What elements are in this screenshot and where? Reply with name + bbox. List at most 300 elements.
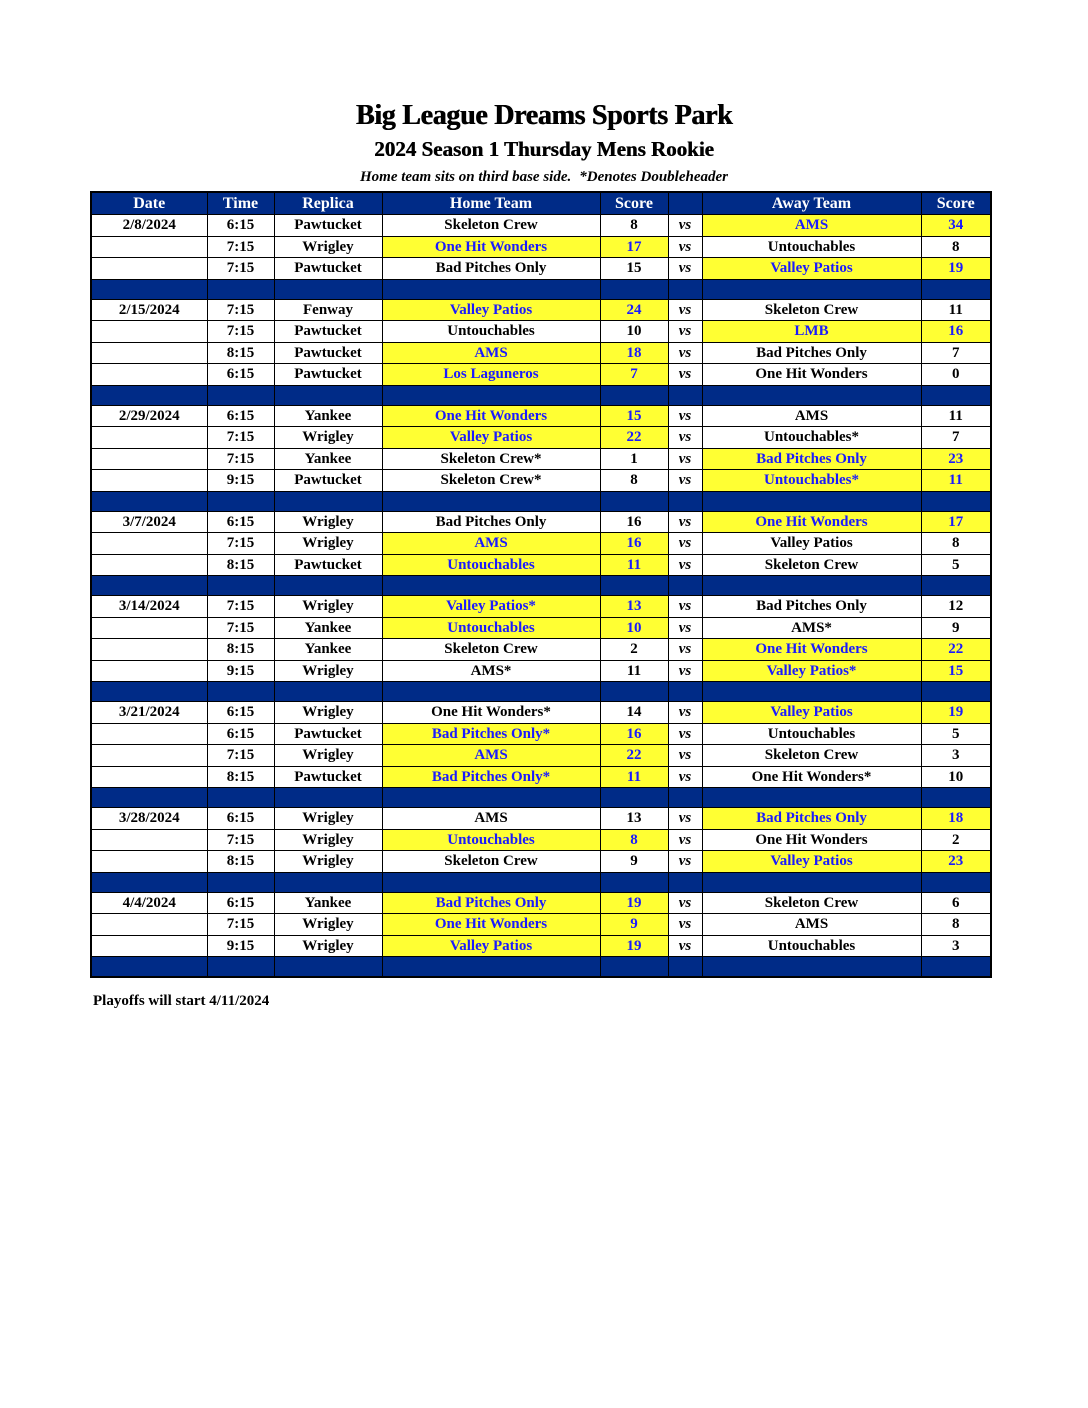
date-cell	[91, 427, 207, 449]
date-cell	[91, 533, 207, 555]
separator-cell	[382, 788, 600, 808]
away-score-cell: 18	[921, 808, 991, 830]
page-subtitle: 2024 Season 1 Thursday Mens Rookie	[374, 137, 714, 161]
separator-cell	[921, 576, 991, 596]
away-score-cell: 8	[921, 914, 991, 936]
separator-cell	[600, 788, 668, 808]
date-cell	[91, 766, 207, 788]
home-team-cell: Valley Patios	[382, 427, 600, 449]
vs-cell: vs	[668, 892, 702, 914]
home-team-cell: Bad Pitches Only	[382, 892, 600, 914]
vs-cell: vs	[668, 470, 702, 492]
home-score-cell: 22	[600, 427, 668, 449]
home-score-cell: 16	[600, 723, 668, 745]
home-team-cell: One Hit Wonders	[382, 405, 600, 427]
col-header-away-team: Away Team	[702, 192, 921, 215]
away-score-cell: 8	[921, 533, 991, 555]
time-cell: 7:15	[207, 914, 274, 936]
separator-cell	[91, 957, 207, 978]
replica-cell: Pawtucket	[274, 766, 382, 788]
home-side-note: Home team sits on third base side.	[359, 169, 572, 185]
away-score-cell: 7	[921, 427, 991, 449]
game-row	[91, 914, 991, 936]
game-row	[91, 660, 991, 682]
replica-cell: Pawtucket	[274, 723, 382, 745]
date-cell	[91, 617, 207, 639]
vs-cell: vs	[668, 851, 702, 873]
away-team-cell: Untouchables*	[702, 470, 921, 492]
home-score-cell: 8	[600, 829, 668, 851]
separator-cell	[91, 576, 207, 596]
home-team-cell: One Hit Wonders	[382, 236, 600, 258]
week-separator-row	[91, 385, 991, 405]
separator-cell	[702, 682, 921, 702]
playoffs-note: Playoffs will start 4/11/2024	[93, 993, 270, 1009]
home-score-cell: 10	[600, 321, 668, 343]
game-row	[91, 639, 991, 661]
home-team-cell: Untouchables	[382, 554, 600, 576]
replica-cell: Pawtucket	[274, 554, 382, 576]
game-row	[91, 829, 991, 851]
date-cell: 2/29/2024	[91, 405, 207, 427]
time-cell: 7:15	[207, 448, 274, 470]
home-team-cell: Bad Pitches Only	[382, 258, 600, 280]
separator-cell	[668, 279, 702, 299]
separator-cell	[382, 957, 600, 978]
week-separator-row	[91, 872, 991, 892]
away-team-cell: Valley Patios	[702, 851, 921, 873]
home-team-cell: Bad Pitches Only	[382, 511, 600, 533]
away-score-cell: 23	[921, 448, 991, 470]
date-cell	[91, 851, 207, 873]
separator-cell	[382, 279, 600, 299]
game-row	[91, 596, 991, 618]
game-row	[91, 511, 991, 533]
home-score-cell: 8	[600, 470, 668, 492]
away-team-cell: Bad Pitches Only	[702, 448, 921, 470]
col-header-vs	[668, 192, 702, 215]
away-team-cell: One Hit Wonders	[702, 829, 921, 851]
vs-cell: vs	[668, 427, 702, 449]
separator-cell	[600, 385, 668, 405]
separator-cell	[207, 957, 274, 978]
time-cell: 6:15	[207, 723, 274, 745]
away-team-cell: Skeleton Crew	[702, 745, 921, 767]
date-cell: 3/21/2024	[91, 702, 207, 724]
replica-cell: Wrigley	[274, 851, 382, 873]
time-cell: 7:15	[207, 596, 274, 618]
vs-cell: vs	[668, 448, 702, 470]
game-row	[91, 342, 991, 364]
separator-cell	[382, 872, 600, 892]
separator-cell	[921, 788, 991, 808]
home-team-cell: Untouchables	[382, 321, 600, 343]
home-score-cell: 9	[600, 914, 668, 936]
vs-cell: vs	[668, 808, 702, 830]
home-score-cell: 15	[600, 405, 668, 427]
separator-cell	[600, 957, 668, 978]
separator-cell	[207, 682, 274, 702]
week-separator-row	[91, 788, 991, 808]
away-score-cell: 11	[921, 405, 991, 427]
home-score-cell: 7	[600, 364, 668, 386]
away-team-cell: LMB	[702, 321, 921, 343]
separator-cell	[274, 491, 382, 511]
away-score-cell: 3	[921, 745, 991, 767]
home-team-cell: Valley Patios	[382, 935, 600, 957]
home-score-cell: 13	[600, 596, 668, 618]
date-cell	[91, 723, 207, 745]
date-cell	[91, 342, 207, 364]
week-separator-row	[91, 576, 991, 596]
game-row	[91, 808, 991, 830]
away-team-cell: AMS	[702, 215, 921, 237]
vs-cell: vs	[668, 723, 702, 745]
separator-cell	[207, 872, 274, 892]
date-cell	[91, 829, 207, 851]
away-team-cell: AMS*	[702, 617, 921, 639]
vs-cell: vs	[668, 554, 702, 576]
time-cell: 6:15	[207, 702, 274, 724]
separator-cell	[274, 279, 382, 299]
vs-cell: vs	[668, 342, 702, 364]
home-score-cell: 19	[600, 892, 668, 914]
time-cell: 7:15	[207, 321, 274, 343]
away-score-cell: 11	[921, 470, 991, 492]
home-team-cell: Valley Patios	[382, 299, 600, 321]
away-team-cell: Untouchables	[702, 935, 921, 957]
away-team-cell: Valley Patios*	[702, 660, 921, 682]
home-score-cell: 9	[600, 851, 668, 873]
time-cell: 8:15	[207, 342, 274, 364]
game-row	[91, 405, 991, 427]
separator-cell	[91, 385, 207, 405]
away-score-cell: 7	[921, 342, 991, 364]
vs-cell: vs	[668, 596, 702, 618]
away-team-cell: Skeleton Crew	[702, 892, 921, 914]
replica-cell: Wrigley	[274, 702, 382, 724]
time-cell: 6:15	[207, 808, 274, 830]
time-cell: 9:15	[207, 935, 274, 957]
date-cell	[91, 470, 207, 492]
away-team-cell: AMS	[702, 914, 921, 936]
game-row	[91, 892, 991, 914]
time-cell: 7:15	[207, 427, 274, 449]
replica-cell: Pawtucket	[274, 321, 382, 343]
separator-cell	[382, 491, 600, 511]
replica-cell: Yankee	[274, 448, 382, 470]
date-cell: 3/28/2024	[91, 808, 207, 830]
col-header-date: Date	[91, 192, 207, 215]
game-row	[91, 470, 991, 492]
away-team-cell: Skeleton Crew	[702, 299, 921, 321]
away-score-cell: 22	[921, 639, 991, 661]
col-header-home-score: Score	[600, 192, 668, 215]
away-team-cell: Valley Patios	[702, 258, 921, 280]
separator-cell	[702, 491, 921, 511]
separator-cell	[91, 491, 207, 511]
home-score-cell: 10	[600, 617, 668, 639]
home-score-cell: 17	[600, 236, 668, 258]
separator-cell	[702, 872, 921, 892]
time-cell: 9:15	[207, 660, 274, 682]
separator-cell	[600, 576, 668, 596]
time-cell: 7:15	[207, 829, 274, 851]
replica-cell: Yankee	[274, 892, 382, 914]
schedule-table	[90, 191, 992, 978]
separator-cell	[921, 957, 991, 978]
game-row	[91, 851, 991, 873]
date-cell	[91, 321, 207, 343]
separator-cell	[702, 957, 921, 978]
col-header-replica: Replica	[274, 192, 382, 215]
game-row	[91, 215, 991, 237]
game-row	[91, 745, 991, 767]
separator-cell	[382, 576, 600, 596]
replica-cell: Pawtucket	[274, 364, 382, 386]
home-score-cell: 19	[600, 935, 668, 957]
separator-cell	[91, 279, 207, 299]
separator-cell	[91, 872, 207, 892]
time-cell: 8:15	[207, 554, 274, 576]
away-score-cell: 16	[921, 321, 991, 343]
date-cell	[91, 639, 207, 661]
date-cell	[91, 914, 207, 936]
replica-cell: Pawtucket	[274, 470, 382, 492]
vs-cell: vs	[668, 258, 702, 280]
replica-cell: Yankee	[274, 639, 382, 661]
col-header-time: Time	[207, 192, 274, 215]
vs-cell: vs	[668, 745, 702, 767]
away-score-cell: 12	[921, 596, 991, 618]
separator-cell	[600, 279, 668, 299]
separator-cell	[668, 385, 702, 405]
home-score-cell: 2	[600, 639, 668, 661]
week-separator-row	[91, 491, 991, 511]
separator-cell	[382, 385, 600, 405]
vs-cell: vs	[668, 299, 702, 321]
time-cell: 8:15	[207, 851, 274, 873]
separator-cell	[668, 682, 702, 702]
vs-cell: vs	[668, 405, 702, 427]
vs-cell: vs	[668, 935, 702, 957]
home-team-cell: Untouchables	[382, 829, 600, 851]
away-team-cell: Valley Patios	[702, 533, 921, 555]
doubleheader-note: *Denotes Doubleheader	[579, 169, 728, 185]
away-team-cell: Skeleton Crew	[702, 554, 921, 576]
home-score-cell: 24	[600, 299, 668, 321]
separator-cell	[600, 491, 668, 511]
separator-cell	[274, 957, 382, 978]
separator-cell	[274, 576, 382, 596]
date-cell: 4/4/2024	[91, 892, 207, 914]
time-cell: 7:15	[207, 258, 274, 280]
separator-cell	[668, 788, 702, 808]
replica-cell: Wrigley	[274, 660, 382, 682]
home-team-cell: AMS	[382, 745, 600, 767]
separator-cell	[921, 491, 991, 511]
time-cell: 8:15	[207, 766, 274, 788]
home-score-cell: 14	[600, 702, 668, 724]
col-header-away-score: Score	[921, 192, 991, 215]
week-separator-row	[91, 279, 991, 299]
home-team-cell: Valley Patios*	[382, 596, 600, 618]
home-score-cell: 16	[600, 533, 668, 555]
separator-cell	[600, 682, 668, 702]
vs-cell: vs	[668, 236, 702, 258]
home-team-cell: Los Laguneros	[382, 364, 600, 386]
home-score-cell: 18	[600, 342, 668, 364]
home-team-cell: Bad Pitches Only*	[382, 766, 600, 788]
col-header-home-team: Home Team	[382, 192, 600, 215]
replica-cell: Fenway	[274, 299, 382, 321]
separator-cell	[207, 279, 274, 299]
home-team-cell: Skeleton Crew	[382, 639, 600, 661]
date-cell	[91, 660, 207, 682]
replica-cell: Pawtucket	[274, 258, 382, 280]
replica-cell: Wrigley	[274, 914, 382, 936]
date-cell	[91, 745, 207, 767]
away-score-cell: 6	[921, 892, 991, 914]
replica-cell: Wrigley	[274, 236, 382, 258]
replica-cell: Wrigley	[274, 935, 382, 957]
schedule-note	[0, 167, 1088, 187]
separator-cell	[702, 576, 921, 596]
date-cell	[91, 554, 207, 576]
replica-cell: Pawtucket	[274, 215, 382, 237]
home-team-cell: Skeleton Crew*	[382, 470, 600, 492]
vs-cell: vs	[668, 914, 702, 936]
away-score-cell: 15	[921, 660, 991, 682]
vs-cell: vs	[668, 617, 702, 639]
game-row	[91, 236, 991, 258]
page-title: Big League Dreams Sports Park	[355, 100, 733, 131]
separator-cell	[921, 279, 991, 299]
game-row	[91, 554, 991, 576]
away-team-cell: Untouchables	[702, 723, 921, 745]
vs-cell: vs	[668, 364, 702, 386]
away-score-cell: 17	[921, 511, 991, 533]
time-cell: 7:15	[207, 533, 274, 555]
game-row	[91, 702, 991, 724]
time-cell: 6:15	[207, 511, 274, 533]
home-score-cell: 22	[600, 745, 668, 767]
home-score-cell: 15	[600, 258, 668, 280]
time-cell: 7:15	[207, 299, 274, 321]
home-team-cell: One Hit Wonders	[382, 914, 600, 936]
vs-cell: vs	[668, 660, 702, 682]
game-row	[91, 723, 991, 745]
home-score-cell: 13	[600, 808, 668, 830]
replica-cell: Wrigley	[274, 427, 382, 449]
home-score-cell: 16	[600, 511, 668, 533]
away-team-cell: Untouchables	[702, 236, 921, 258]
away-team-cell: Bad Pitches Only	[702, 808, 921, 830]
separator-cell	[668, 491, 702, 511]
game-row	[91, 617, 991, 639]
home-team-cell: AMS	[382, 808, 600, 830]
date-cell	[91, 364, 207, 386]
date-cell	[91, 258, 207, 280]
home-team-cell: AMS	[382, 533, 600, 555]
vs-cell: vs	[668, 829, 702, 851]
separator-cell	[921, 682, 991, 702]
game-row	[91, 258, 991, 280]
home-score-cell: 11	[600, 766, 668, 788]
separator-cell	[921, 385, 991, 405]
date-cell: 2/8/2024	[91, 215, 207, 237]
separator-cell	[921, 872, 991, 892]
separator-cell	[207, 385, 274, 405]
date-cell	[91, 448, 207, 470]
week-separator-row	[91, 682, 991, 702]
game-row	[91, 299, 991, 321]
replica-cell: Pawtucket	[274, 342, 382, 364]
replica-cell: Wrigley	[274, 808, 382, 830]
separator-cell	[702, 279, 921, 299]
vs-cell: vs	[668, 639, 702, 661]
home-team-cell: Skeleton Crew	[382, 851, 600, 873]
date-cell: 3/14/2024	[91, 596, 207, 618]
home-team-cell: Bad Pitches Only*	[382, 723, 600, 745]
away-score-cell: 5	[921, 554, 991, 576]
separator-cell	[600, 872, 668, 892]
away-score-cell: 10	[921, 766, 991, 788]
separator-cell	[207, 576, 274, 596]
away-team-cell: Bad Pitches Only	[702, 596, 921, 618]
home-team-cell: AMS*	[382, 660, 600, 682]
schedule-body	[91, 215, 991, 978]
away-score-cell: 5	[921, 723, 991, 745]
vs-cell: vs	[668, 511, 702, 533]
separator-cell	[274, 385, 382, 405]
away-score-cell: 23	[921, 851, 991, 873]
time-cell: 6:15	[207, 215, 274, 237]
separator-cell	[702, 385, 921, 405]
game-row	[91, 766, 991, 788]
vs-cell: vs	[668, 215, 702, 237]
replica-cell: Yankee	[274, 405, 382, 427]
home-team-cell: AMS	[382, 342, 600, 364]
home-score-cell: 8	[600, 215, 668, 237]
away-score-cell: 9	[921, 617, 991, 639]
away-team-cell: Untouchables*	[702, 427, 921, 449]
separator-cell	[91, 682, 207, 702]
time-cell: 7:15	[207, 617, 274, 639]
replica-cell: Wrigley	[274, 745, 382, 767]
separator-cell	[274, 872, 382, 892]
time-cell: 7:15	[207, 745, 274, 767]
date-cell: 2/15/2024	[91, 299, 207, 321]
vs-cell: vs	[668, 702, 702, 724]
home-team-cell: One Hit Wonders*	[382, 702, 600, 724]
time-cell: 9:15	[207, 470, 274, 492]
away-score-cell: 2	[921, 829, 991, 851]
replica-cell: Wrigley	[274, 829, 382, 851]
away-team-cell: One Hit Wonders	[702, 364, 921, 386]
home-team-cell: Untouchables	[382, 617, 600, 639]
header-row	[91, 192, 991, 215]
date-cell	[91, 236, 207, 258]
away-score-cell: 3	[921, 935, 991, 957]
away-score-cell: 34	[921, 215, 991, 237]
game-row	[91, 533, 991, 555]
home-team-cell: Skeleton Crew*	[382, 448, 600, 470]
game-row	[91, 448, 991, 470]
separator-cell	[702, 788, 921, 808]
home-score-cell: 1	[600, 448, 668, 470]
replica-cell: Wrigley	[274, 511, 382, 533]
